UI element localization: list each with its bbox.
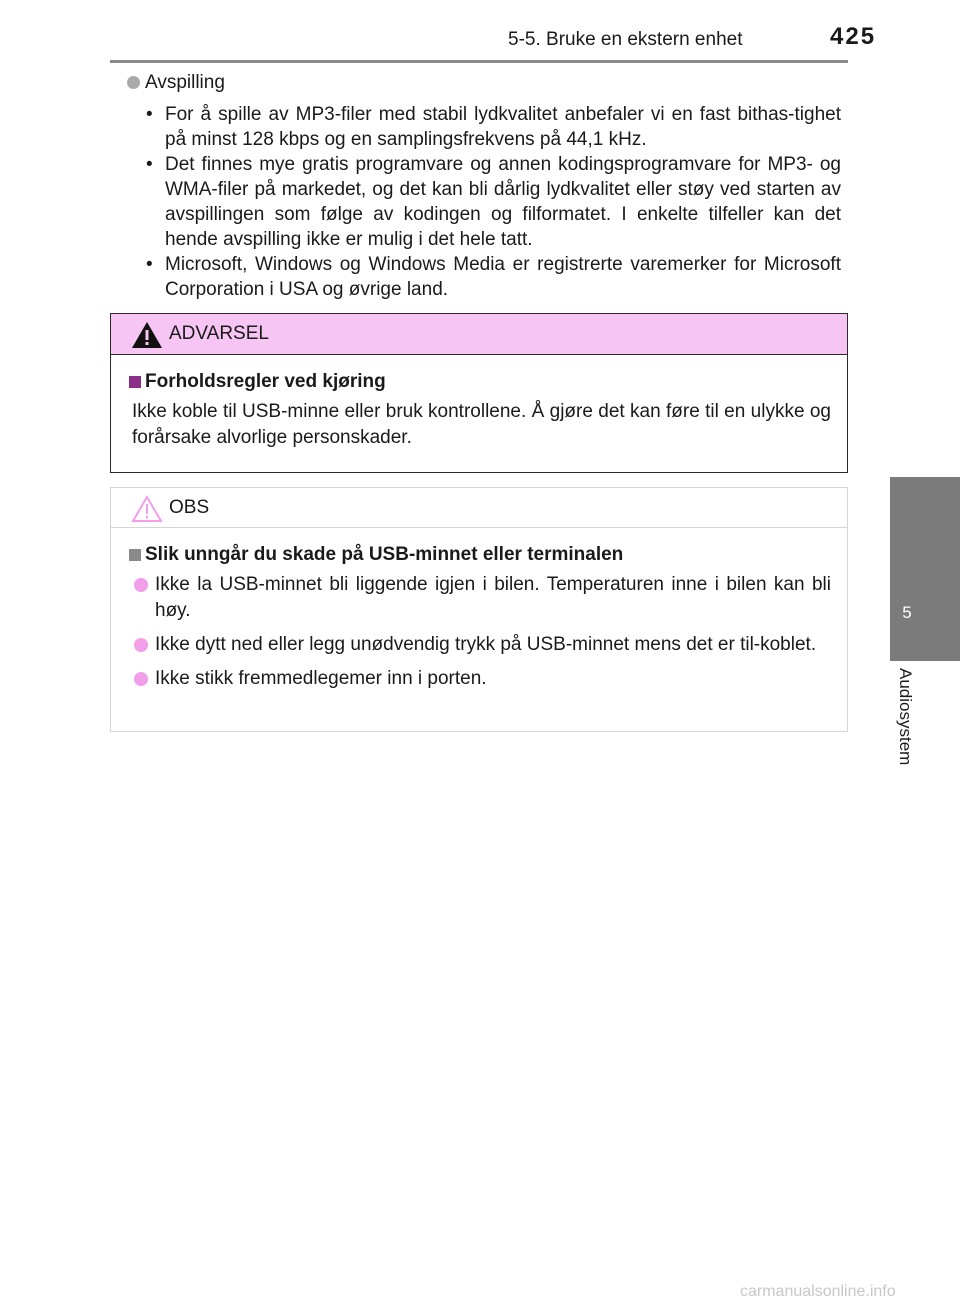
list-item (110, 102, 848, 152)
playback-section (110, 72, 848, 302)
pink-dot-icon (134, 578, 148, 592)
warning-box (110, 313, 848, 473)
bullet-icon: • (146, 154, 153, 175)
bullet-dot-icon (127, 76, 140, 89)
list-item-text: Microsoft, Windows og Windows Media er registrerte varemerker for Microsoft Corporation i USA og øvrige land. (165, 254, 841, 300)
notice-box (110, 487, 848, 732)
chapter-number: 5 (902, 603, 912, 622)
list-item-text: Ikke la USB-minnet bli liggende igjen i bilen. Temperaturen inne i bilen kan bli høy. (155, 574, 831, 621)
page-header (0, 0, 960, 60)
watermark: carmanualsonline.info (740, 1283, 896, 1300)
page-number: 425 (830, 23, 877, 50)
caution-triangle-icon (131, 495, 163, 523)
notice-box-title: OBS (169, 497, 210, 518)
playback-bullet-list (110, 102, 848, 302)
chapter-label-text: Audiosystem (896, 668, 915, 766)
chapter-label (893, 668, 923, 798)
list-item (129, 632, 831, 658)
chapter-tab (890, 477, 960, 661)
notice-subheading (129, 542, 831, 568)
warning-box-header (111, 314, 847, 355)
list-item-text: Ikke stikk fremmedlegemer inn i porten. (155, 668, 487, 689)
notice-item-list (129, 572, 831, 692)
warning-box-title: ADVARSEL (169, 323, 269, 344)
pink-dot-icon (134, 638, 148, 652)
notice-box-body (111, 528, 847, 692)
warning-subheading (129, 369, 831, 395)
warning-text: Ikke koble til USB-minne eller bruk kontrollene. Å gjøre det kan føre til en ulykke og forårsake alvorlige personskader. (132, 401, 831, 448)
list-item (110, 252, 848, 302)
list-item (129, 666, 831, 692)
bullet-icon: • (146, 104, 153, 125)
list-item-text: For å spille av MP3-filer med stabil lydkvalitet anbefaler vi en fast bithas-tighet på minst 128 kbps og en samplingsfrekvens på 44,1 kHz. (165, 104, 841, 150)
list-item (129, 572, 831, 624)
list-item-text: Det finnes mye gratis programvare og annen kodingsprogramvare for MP3- og WMA-filer på markedet, og det kan bli dårlig lydkvalitet eller støy ved starten av avspillingen som følge av kodingen og filformatet. I enkelte tilfeller kan det hende avspilling ikke er mulig i det hele tatt. (165, 154, 841, 250)
list-item-text: Ikke dytt ned eller legg unødvendig trykk på USB-minnet mens det er til-koblet. (155, 634, 817, 655)
notice-box-header (111, 488, 847, 528)
playback-heading (110, 72, 848, 98)
warning-box-body (111, 355, 847, 451)
bullet-icon: • (146, 254, 153, 275)
warning-subheading-text: Forholdsregler ved kjøring (145, 371, 386, 392)
warning-triangle-icon (131, 321, 163, 349)
notice-subheading-text: Slik unngår du skade på USB-minnet eller terminalen (145, 544, 624, 565)
section-title: 5-5. Bruke en ekstern enhet (508, 29, 743, 50)
square-bullet-icon (129, 376, 141, 388)
square-bullet-icon (129, 549, 141, 561)
playback-heading-text: Avspilling (145, 72, 225, 93)
header-divider (110, 60, 848, 63)
pink-dot-icon (134, 672, 148, 686)
list-item (110, 152, 848, 252)
